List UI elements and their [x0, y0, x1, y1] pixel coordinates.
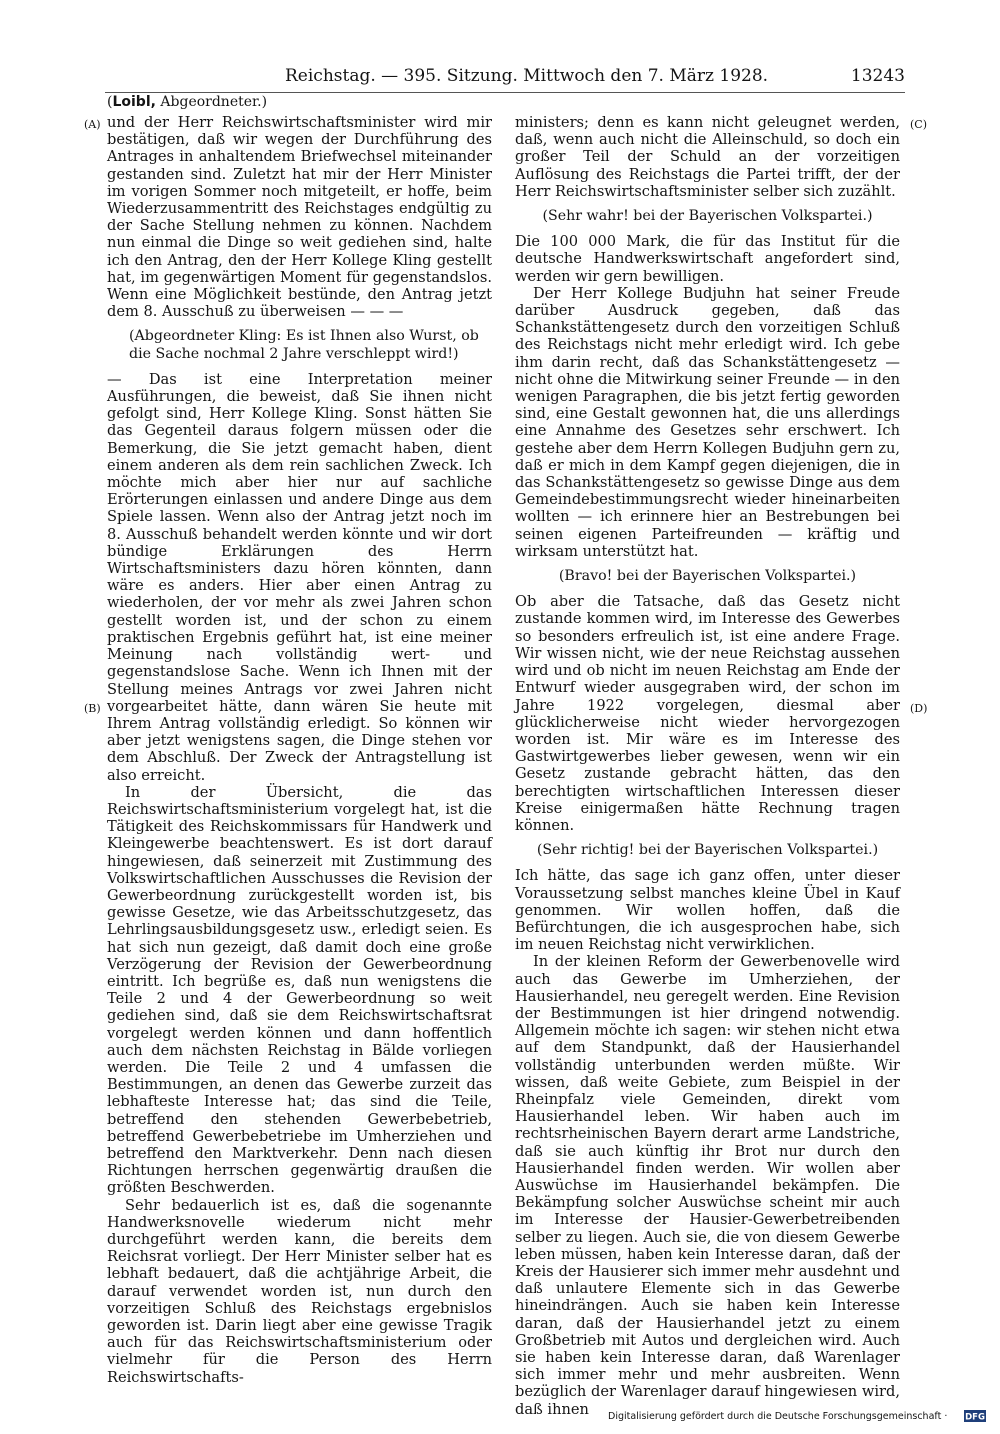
paragraph: Ob aber die Tatsache, daß das Gesetz nicht zustande kommen wird, im Interesse des Gewerbes so besonders erfreulich ist, ist eine andere Frage. Wir wissen nicht, wie der neue Reichstag aussehen wird und ob nicht im neuen Reichstag am Ende der Entwurf wieder ausgegraben wird, der schon im Jahre 1922 vorgelegen, diesmal aber glücklicherweise nicht wieder hervorgezogen worden ist. Mir wäre es im Interesse des Gastwirtgewerbes lieber gewesen, wenn wir ein Gesetz zustande gebracht hätten, das den berechtigten wirtschaftlichen Interessen dieser Kreise einigermaßen hätte Rechnung tragen können. — [515, 593, 900, 834]
running-header — [105, 66, 905, 92]
paragraph: Die 100 000 Mark, die für das Institut für die deutsche Handwerkswirtschaft angefordert sind, werden wir gern bewilligen. — [515, 233, 900, 285]
paragraph: In der Übersicht, die das Reichswirtschaftsministerium vorgelegt hat, ist die Tätigkeit des Reichskommissars für Handwerk und Kleingewerbe beachtenswert. Es ist dort darauf hingewiesen, daß seinerzeit mit Zustimmung des Volkswirtschaftlichen Ausschusses die Revision der Gewerbeordnung zurückgestellt worden ist, bis gewisse Gesetze, wie das Arbeitsschutzgesetz, das Lehrlingsausbildungsgesetz usw., erledigt seien. Es hat sich nun gezeigt, daß damit doch eine große Verzögerung der Revision der Gewerbeordnung eintritt. Ich begrüße es, daß nun wenigstens die Teile 2 und 4 der Gewerbeordnung so weit gediehen sind, daß sie dem Reichswirtschaftsrat vorgelegt werden können und dann hoffentlich auch dem nächsten Reichstag in Bälde vorliegen werden. Die Teile 2 und 4 umfassen die Bestimmungen, an denen das Gewerbe zurzeit das lebhafteste Interesse hat; das sind die Teile, betreffend den stehenden Gewerbebetrieb, betreffend Gewerbebetriebe im Umherziehen und betreffend den Marktverkehr. Denn nach diesen Richtungen herrschen gegenwärtig draußen die größten Beschwerden. — [107, 783, 492, 1197]
interjection: (Sehr richtig! bei der Bayerischen Volkspartei.) — [536, 842, 879, 859]
paragraph: Sehr bedauerlich ist es, daß die sogenannte Handwerksnovelle wiederum nicht mehr durchgeführt werden kann, die bereits dem Reichsrat vorliegt. Der Herr Minister selber hat es lebhaft bedauert, daß die achtjährige Arbeit, die darauf verwendet worden ist, nun durch den vorzeitigen Schluß des Reichstags ergebnislos geworden ist. Darin liegt aber eine gewisse Tragik auch für das Reichswirtschaftsministerium oder vielmehr für die Person des Herrn Reichswirtschafts- — [107, 1196, 492, 1386]
left-column — [107, 114, 492, 1386]
paragraph: — Das ist eine Interpretation meiner Ausführungen, die beweist, daß Sie ihnen nicht gefolgt sind, Herr Kollege Kling. Sonst hätten Sie das Gegenteil daraus folgern müssen oder die Bemerkung, die Sie jetzt gemacht haben, dient einem anderen als dem rein sachlichen Zweck. Ich möchte mich aber hier nur auf sachliche Erörterungen einlassen und andere Dinge aus dem Spiele lassen. Wenn also der Antrag jetzt noch im 8. Ausschuß behandelt werden könnte und wir dort bündige Erklärungen des Herrn Wirtschaftsministers dazu hören könnten, dann wäre es anders. Hier aber einen Antrag zu wiederholen, der vor mehr als zwei Jahren schon gestellt worden ist, und der schon zu einem praktischen Ergebnis geführt hat, ist eine meiner Meinung nach vollständig wert- und gegenstandslose Sache. Wenn ich Ihnen mit der Stellung meines Antrags vor zwei Jahren nicht vorgearbeitet hätte, dann wären Sie heute mit Ihrem Antrag vollständig erledigt. So können wir aber jetzt wenigstens sagen, die Dinge stehen vor dem Abschluß. Der Zweck der Antragstellung ist also erreicht. — [107, 370, 492, 784]
page-number: 13243 — [850, 66, 905, 86]
dfg-logo — [964, 1410, 986, 1422]
right-column — [515, 114, 900, 1418]
margin-letter-a: (A) — [84, 118, 101, 131]
interjection: (Abgeordneter Kling: Es ist Ihnen also Wurst, ob die Sache nochmal 2 Jahre verschleppt wird!) — [129, 328, 479, 362]
paragraph: In der kleinen Reform der Gewerbenovelle wird auch das Gewerbe im Umherziehen, der Hausierhandel, neu geregelt werden. Eine Revision der Bestimmungen ist hier dringend notwendig. Allgemein möchte ich sagen: wir stehen nicht etwa auf dem Standpunkt, daß der Hausierhandel vollständig unterbunden werden müßte. Wir wissen, daß weite Gebiete, zum Beispiel in der Rheinpfalz viele Gemeinden, direkt vom Hausierhandel leben. Wir haben auch im rechtsrheinischen Bayern derart arme Landstriche, daß sie auch künftig ihr Brot nur durch den Hausierhandel finden werden. Wir wollen aber Auswüchse im Hausierhandel bekämpfen. Die Bekämpfung solcher Auswüchse scheint mir auch im Interesse der Hausier-Gewerbetreibenden selber zu liegen. Auch sie, die von diesem Gewerbe leben müssen, haben kein Interesse daran, daß der Kreis der Hausierer sich immer mehr ausdehnt und daß unlautere Elemente sich in das Gewerbe hineindrängen. Auch sie haben kein Interesse daran, daß der Hausierhandel jetzt zu einem Großbetrieb mit Autos und dergleichen wird. Auch sie haben kein Interesse daran, daß Warenlager sich immer mehr und mehr ausbreiten. Wenn bezüglich der Warenlager darauf hingewiesen wird, daß ihnen — [515, 953, 900, 1418]
running-title: Reichstag. — 395. Sitzung. Mittwoch den 7. März 1928. — [285, 66, 769, 86]
interjection: (Bravo! bei der Bayerischen Volkspartei.) — [558, 568, 857, 585]
paragraph: Der Herr Kollege Budjuhn hat seiner Freude darüber Ausdruck gegeben, daß das Schankstättengesetz durch den vorzeitigen Schluß des Reichstags nicht mehr erledigt wird. Ich gebe ihm darin recht, daß das Schankstättengesetz — nicht ohne die Mitwirkung seiner Freunde — in den wenigen Paragraphen, die bis jetzt fertig geworden sind, eine Gestalt gewonnen hat, die uns allerdings eine Annahme des Gesetzes sehr erschwert. Ich gestehe aber dem Herrn Kollegen Budjuhn gern zu, daß er mich in dem Kampf gegen diejenigen, die in das Schankstättengesetz so gewisse Dinge aus dem Gemeindebestimmungsrecht wieder hineinarbeiten wollten — ich erinnere hier an Bestrebungen bei seinen eigenen Parteifreunden — kräftig und wirksam unterstützt hat. — [515, 284, 900, 560]
dfg-logo-text: DFG — [965, 1412, 985, 1422]
speaker-role: Abgeordneter.) — [160, 94, 268, 110]
paragraph: und der Herr Reichswirtschaftsminister wird mir bestätigen, daß wir wegen der Durchführung des Antrages in anhaltendem Briefwechsel miteinander gestanden sind. Zuletzt hat mir der Herr Minister im vorigen Sommer noch mitgeteilt, er hoffe, beim Wiederzusammentritt des Reichstages endgültig zu der Sache Stellung nehmen zu können. Nachdem nun einmal die Dinge so weit gediehen sind, halte ich den Antrag, den der Herr Kollege Kling gestellt hat, im gegenwärtigen Moment für gegenstandslos. Wenn eine Möglichkeit bestünde, den Antrag jetzt dem 8. Ausschuß zu überweisen — — — — [107, 114, 492, 321]
margin-letter-c: (C) — [910, 118, 927, 131]
digitization-credit: Digitalisierung gefördert durch die Deutsche Forschungsgemeinschaft · — [608, 1411, 948, 1422]
speaker-name: Loibl, — [112, 94, 156, 110]
speaker-line: (Loibl, Abgeordneter.) — [107, 94, 268, 110]
paragraph: Ich hätte, das sage ich ganz offen, unter dieser Voraussetzung selbst manches kleine Übel in Kauf genommen. Wir wollen hoffen, daß die Befürchtungen, die ich ausgesprochen habe, sich im neuen Reichstag nicht verwirklichen. — [515, 867, 900, 954]
margin-letter-b: (B) — [84, 702, 101, 715]
header-rule — [105, 92, 905, 93]
paragraph: ministers; denn es kann nicht geleugnet werden, daß, wenn auch nicht die Alleinschuld, so doch ein großer Teil der Schuld an der vorzeitigen Auflösung des Reichstags die Partei trifft, der der Herr Reichswirtschaftsminister selber sich zuzählt. — [515, 114, 900, 200]
interjection: (Sehr wahr! bei der Bayerischen Volkspartei.) — [542, 208, 873, 225]
margin-letter-d: (D) — [910, 702, 928, 715]
